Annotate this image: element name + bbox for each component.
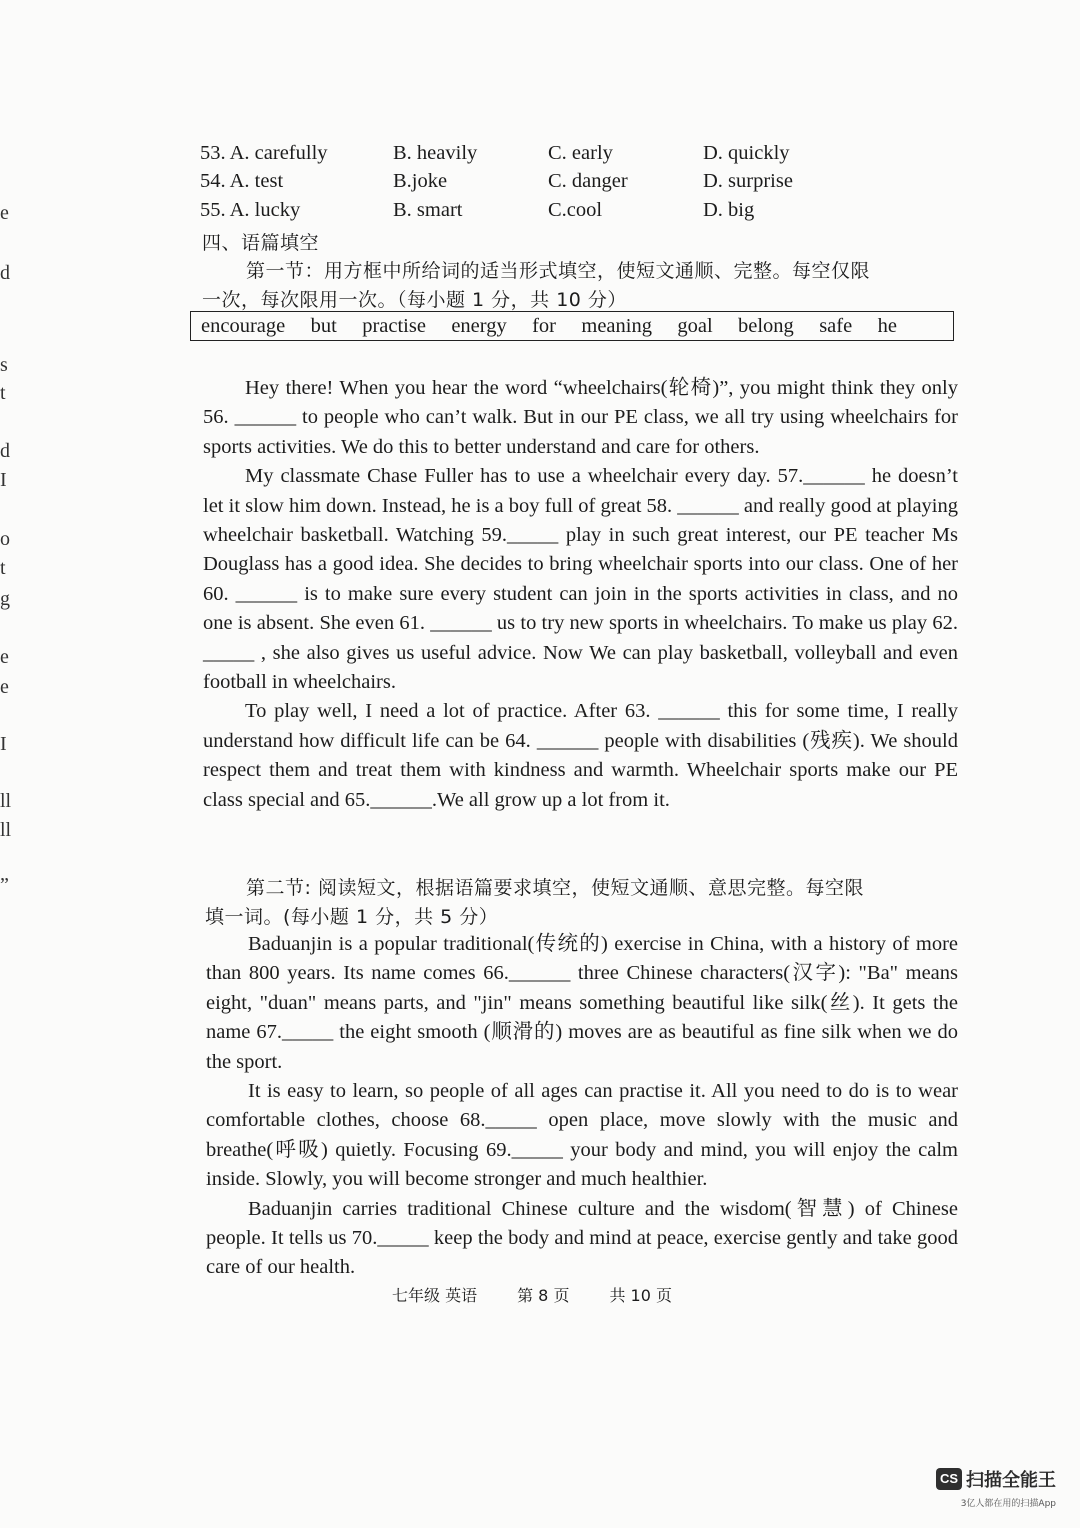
word-box-item: he bbox=[877, 314, 897, 337]
margin-mark: I bbox=[0, 733, 7, 755]
question-53-options bbox=[200, 142, 960, 171]
footer-total-pages: 共 10 页 bbox=[609, 1286, 672, 1305]
word-box-item: goal bbox=[677, 314, 713, 337]
section1-instructions: 第一节：用方框中所给词的适当形式填空，使短文通顺、完整。每空仅限 bbox=[246, 260, 871, 282]
option-a: 53. A. carefully bbox=[200, 142, 328, 164]
option-b: B.joke bbox=[393, 170, 448, 192]
paragraph: Hey there! When you hear the word “wheelchairs(轮椅)”, you might think they only 56. ______ to people who can’t walk. But in our PE class, we all try using wheelchairs for sports activities. We do this to better understand and care for others. bbox=[203, 377, 958, 458]
margin-mark: e bbox=[0, 646, 9, 668]
margin-mark: d bbox=[0, 440, 10, 462]
word-box-item: encourage bbox=[201, 314, 286, 337]
word-box-item: safe bbox=[819, 314, 853, 337]
word-box-item: belong bbox=[738, 314, 794, 337]
option-b: B. smart bbox=[393, 199, 463, 221]
margin-mark: I bbox=[0, 469, 7, 491]
margin-mark: ” bbox=[0, 874, 9, 896]
option-c: C. early bbox=[548, 142, 613, 164]
margin-mark: ll bbox=[0, 790, 12, 812]
option-a: 54. A. test bbox=[200, 170, 284, 192]
option-c: C.cool bbox=[548, 199, 603, 221]
section1-instructions-cont: 一次，每次限用一次。（每小题 1 分，共 10 分） bbox=[202, 289, 627, 311]
option-d: D. big bbox=[703, 199, 755, 221]
margin-mark: o bbox=[0, 528, 10, 550]
word-box-item: meaning bbox=[581, 314, 652, 337]
paragraph: To play well, I need a lot of practice. After 63. ______ this for some time, I really understand how difficult life can be 64. ______ people with disabilities (残疾). We should respect them and treat them with kindness and warmth. Wheelchair sports make our PE class special and 65.______.We all grow up a lot from it. bbox=[203, 700, 958, 811]
paragraph: My classmate Chase Fuller has to use a wheelchair every day. 57.______ he doesn’t let it slow him down. Instead, he is a boy full of great 58. ______ and really good at playing wheelchair basketball. Watching 59._____ play in such great interest, our PE teacher Ms Douglass has a good idea. She decides to bring wheelchair sports into our class. One of her 60. ______ is to make sure every student can join in the sports activities in class, and no one is absent. She even 61. ______ us to try new sports in wheelchairs. To make us play 62. _____ , she also gives us useful advice. Now We can play basketball, volleyball and even football in wheelchairs. bbox=[203, 465, 958, 694]
paragraph: It is easy to learn, so people of all ages can practise it. All you need to do is to wear comfortable clothes, choose 68._____ open place, move slowly with the music and breathe(呼吸) quietly. Focusing 69._____ your body and mind, you will enjoy the calm inside. Slowly, you will become stronger and much healthier. bbox=[206, 1080, 958, 1191]
option-a: 55. A. lucky bbox=[200, 199, 301, 221]
word-box-item: energy bbox=[451, 314, 507, 337]
footer-grade-subject: 七年级 英语 bbox=[392, 1286, 478, 1305]
option-c: C. danger bbox=[548, 170, 628, 192]
margin-mark: s bbox=[0, 354, 8, 376]
footer-page-number: 第 8 页 bbox=[517, 1286, 570, 1305]
paragraph: Baduanjin carries traditional Chinese culture and the wisdom(智慧) of Chinese people. It tells us 70._____ keep the body and mind at peace, exercise gently and take good care of our health. bbox=[206, 1197, 958, 1279]
option-d: D. quickly bbox=[703, 142, 790, 164]
word-box-item: practise bbox=[362, 314, 426, 337]
camscanner-logo-icon: CS bbox=[936, 1468, 962, 1490]
section-heading: 四、语篇填空 bbox=[202, 232, 320, 254]
section2-instructions-cont: 填一词。(每小题 1 分，共 5 分） bbox=[205, 906, 499, 928]
margin-mark: ll bbox=[0, 819, 12, 841]
passage-baduanjin bbox=[206, 930, 958, 1283]
watermark-app-name: 扫描全能王 bbox=[966, 1470, 1056, 1491]
section2-instructions: 第二节: 阅读短文，根据语篇要求填空，使短文通顺、意思完整。每空限 bbox=[246, 877, 864, 899]
paragraph: Baduanjin is a popular traditional(传统的) exercise in China, with a history of more than 800 years. Its name comes 66.______ three Chinese characters(汉字): "Ba" means eight, "duan" means parts, and "jin" means something beautiful like silk(丝). It gets the name 67._____ the eight smooth (顺滑的) moves are as beautiful as fine silk when we do the sport. bbox=[206, 933, 958, 1073]
question-54-options bbox=[200, 170, 960, 199]
margin-mark: t bbox=[0, 557, 6, 579]
option-b: B. heavily bbox=[393, 142, 478, 164]
word-box-item: for bbox=[532, 314, 556, 337]
margin-mark: g bbox=[0, 588, 10, 610]
margin-mark: d bbox=[0, 262, 10, 284]
page-footer bbox=[392, 1283, 712, 1306]
word-box-item: but bbox=[310, 314, 337, 337]
question-55-options bbox=[200, 199, 960, 228]
scanner-watermark bbox=[936, 1466, 1056, 1509]
margin-mark: e bbox=[0, 676, 9, 698]
word-box bbox=[190, 311, 954, 341]
passage-wheelchairs bbox=[203, 374, 958, 815]
watermark-tagline: 3亿人都在用的扫描App bbox=[960, 1499, 1056, 1509]
margin-mark: t bbox=[0, 382, 6, 404]
margin-mark: e bbox=[0, 202, 9, 224]
option-d: D. surprise bbox=[703, 170, 793, 192]
